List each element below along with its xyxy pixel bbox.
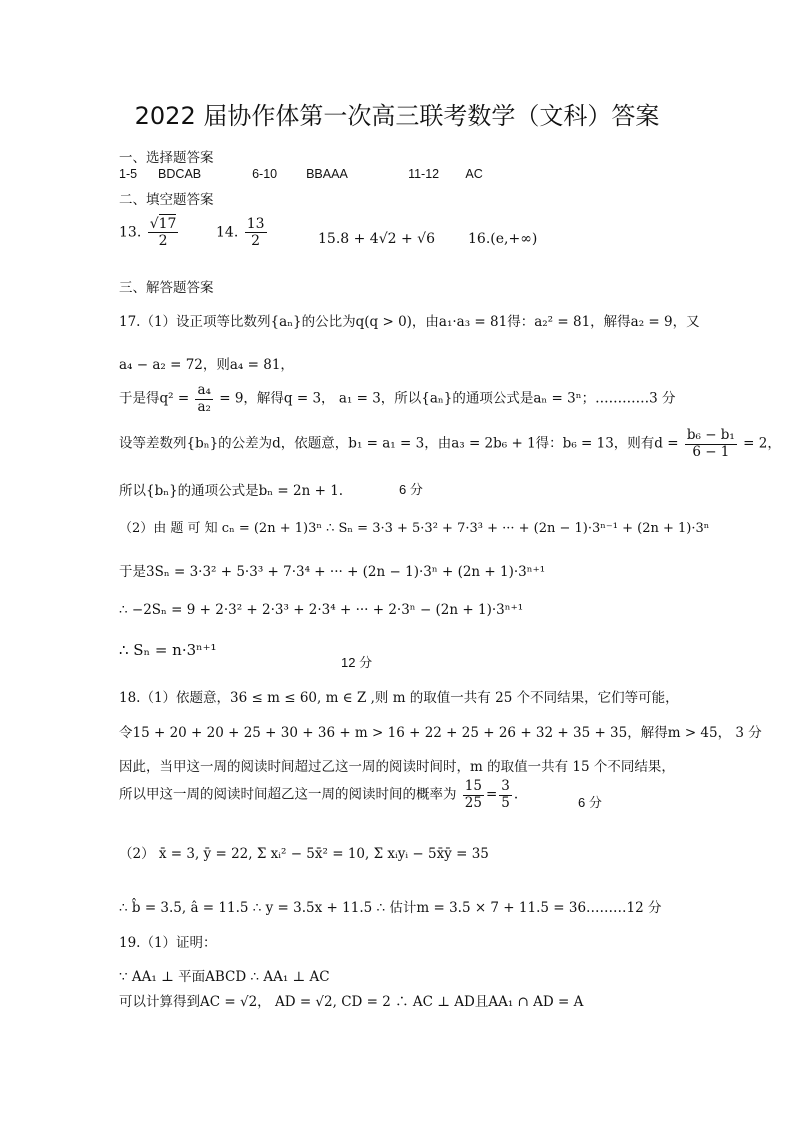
q17-d-fraction xyxy=(685,428,737,460)
q17-line-6: （2）由 题 可 知 cₙ = (2n + 1)3ⁿ ∴ Sₙ = 3·3 + 5·3² + 7·3³ + ··· + (2n − 1)·3ⁿ⁻¹ + (2n + 1)·3ⁿ xyxy=(119,521,710,536)
choice-answers-3: AC xyxy=(465,167,483,181)
q17-line-3-text-a: 于是得q² = xyxy=(119,390,190,407)
q17-ratio-denominator: a₂ xyxy=(197,398,211,415)
q18-line-6: ∴ b̂ = 3.5, â = 11.5 ∴ y = 3.5x + 11.5 ∴ 估计m = 3.5 × 7 + 11.5 = 36………12 分 xyxy=(119,900,662,916)
q17-d-numerator: b₆ − b₁ xyxy=(686,427,735,443)
q17-score-6: 6 分 xyxy=(399,482,423,497)
q13-denominator: 2 xyxy=(158,233,168,250)
q13-numerator: 17 xyxy=(158,216,177,232)
q17-score-12: 12 分 xyxy=(341,655,373,670)
q18-line-4: 所以甲这一周的阅读时间超乙这一周的阅读时间的概率为 $\frac{15}{25}$ = $\frac{3}{5}$ . xyxy=(119,778,519,811)
section-heading-choice: 一、选择题答案 xyxy=(119,150,214,165)
q14-label: 14. xyxy=(216,224,239,241)
q16-answer: 16.(e,+∞) xyxy=(468,231,538,247)
q17-line-9: ∴ Sₙ = n·3ⁿ⁺¹ xyxy=(119,641,217,659)
section-heading-fill: 二、填空题答案 xyxy=(119,192,214,207)
q17-line-3-text-b: = 9，解得q = 3， a₁ = 3，所以{aₙ}的通项公式是aₙ = 3ⁿ；…………3 分 xyxy=(219,390,676,407)
q18-line-2: 令15 + 20 + 20 + 25 + 30 + 36 + m > 16 + 22 + 25 + 26 + 32 + 35 + 35，解得m > 45， 3 分 xyxy=(119,725,762,741)
q18-prob-fraction-1 xyxy=(463,779,484,811)
q18-score-6: 6 分 xyxy=(578,795,602,810)
choice-answers-2: BBAAA xyxy=(306,167,348,181)
q14-fraction xyxy=(245,216,267,249)
q17-line-8: ∴ −2Sₙ = 9 + 2·3² + 2·3³ + 2·3⁴ + ··· + 2·3ⁿ − (2n + 1)·3ⁿ⁺¹ xyxy=(119,602,524,618)
fill-answers xyxy=(119,216,180,249)
q17-line-4-text-b: = 2， xyxy=(743,435,781,452)
page-title: 2022 届协作体第一次高三联考数学（文科）答案 xyxy=(134,102,660,130)
section-heading-solutions: 三、解答题答案 xyxy=(119,280,214,295)
q18-prob-numerator-2: 3 xyxy=(501,778,510,794)
q19-line-1: 19.（1）证明： xyxy=(119,935,217,951)
q17-line-7: 于是3Sₙ = 3·3² + 5·3³ + 7·3⁴ + ··· + (2n − 1)·3ⁿ + (2n + 1)·3ⁿ⁺¹ xyxy=(119,564,546,580)
q17-ratio-fraction xyxy=(195,383,212,415)
q14-denominator: 2 xyxy=(251,233,261,250)
q17-line-4-text-a: 设等差数列{bₙ}的公差为d，依题意，b₁ = a₁ = 3，由a₃ = 2b₆ + 1得：b₆ = 13，则有d = xyxy=(119,435,679,452)
q18-line-3: 因此，当甲这一周的阅读时间超过乙这一周的阅读时间时，m 的取值一共有 15 个不同结果， xyxy=(119,759,675,775)
q17-ratio-numerator: a₄ xyxy=(197,382,211,398)
choice-range-1: 1-5 xyxy=(119,167,138,181)
q18-prob-denominator-2: 5 xyxy=(501,794,510,811)
q14 xyxy=(216,216,269,249)
q15-answer: 15.8 + 4√2 + √6 xyxy=(318,231,435,247)
q19-line-3: 可以计算得到AC = √2， AD = √2, CD = 2 ∴ AC ⊥ AD且AA₁ ∩ AD = A xyxy=(119,994,584,1010)
choice-answers xyxy=(119,167,483,181)
q18-prob-fraction-2 xyxy=(499,779,512,811)
q17-line-5: 所以{bₙ}的通项公式是bₙ = 2n + 1. xyxy=(119,483,344,499)
q14-numerator: 13 xyxy=(246,216,265,232)
q17-d-denominator: 6 − 1 xyxy=(692,443,730,460)
q18-prob-denominator-1: 25 xyxy=(464,794,482,811)
choice-range-2: 6-10 xyxy=(252,167,278,181)
q17-line-3 xyxy=(119,383,675,415)
q13-fraction: $\frac{√17}{2}$ xyxy=(149,216,177,250)
q19-line-2: ∵ AA₁ ⊥ 平面ABCD ∴ AA₁ ⊥ AC xyxy=(119,969,330,985)
q17-line-4 xyxy=(119,428,781,460)
choice-range-3: 11-12 xyxy=(408,167,440,181)
q18-line-5: （2） x̄ = 3, ȳ = 22, Σ xᵢ² − 5x̄² = 10, Σ xᵢyᵢ − 5x̄ȳ = 35 xyxy=(119,846,489,862)
q18-line-1: 18.（1）依题意，36 ≤ m ≤ 60, m ∈ Z ,则 m 的取值一共有 25 个不同结果，它们等可能， xyxy=(119,690,679,706)
q17-line-1: 17.（1）设正项等比数列{aₙ}的公比为q(q > 0)，由a₁·a₃ = 81得：a₂² = 81，解得a₂ = 9，又 xyxy=(119,314,700,330)
q17-line-2: a₄ − a₂ = 72，则a₄ = 81， xyxy=(119,357,294,373)
q18-line-4-text: 所以甲这一周的阅读时间超乙这一周的阅读时间的概率为 xyxy=(119,786,457,803)
q18-prob-numerator-1: 15 xyxy=(464,778,482,794)
choice-answers-1: BDCAB xyxy=(158,167,202,181)
q13-label: 13. xyxy=(119,224,142,241)
